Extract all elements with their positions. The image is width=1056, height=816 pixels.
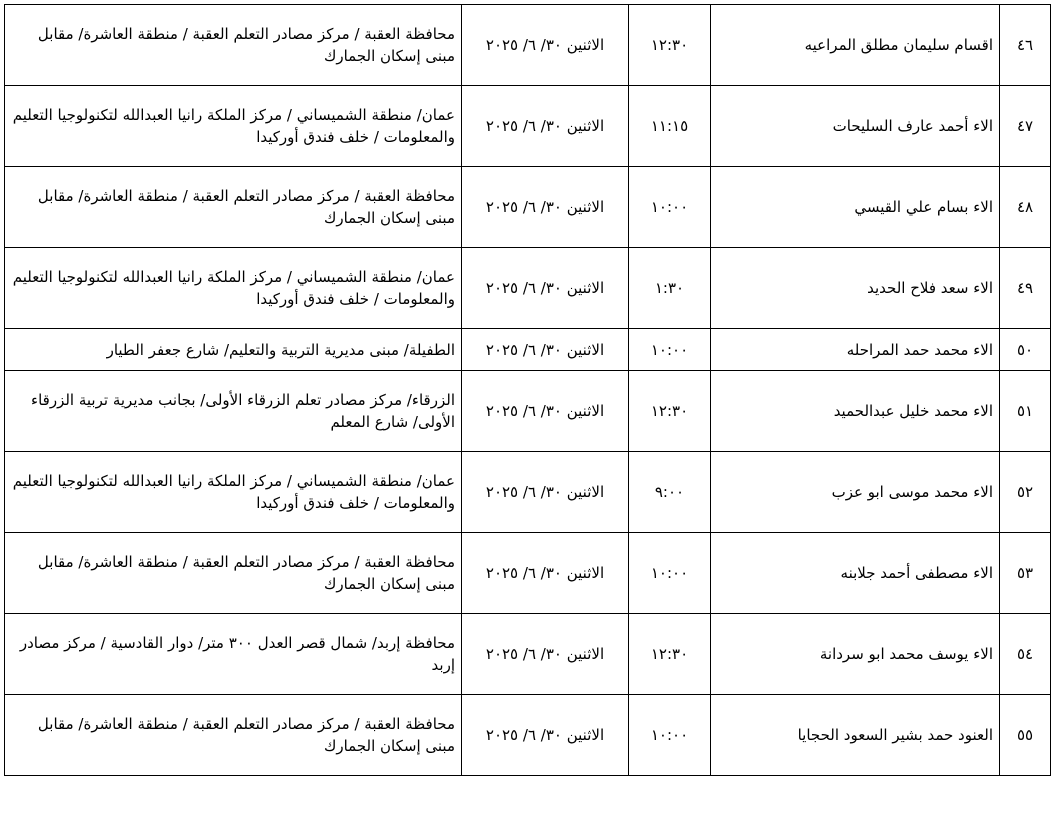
exam-time: ٩:٠٠ [629, 452, 711, 533]
exam-time: ١٠:٠٠ [629, 167, 711, 248]
exam-time: ١:٣٠ [629, 248, 711, 329]
exam-date: الاثنين ٣٠/ ٦/ ٢٠٢٥ [462, 167, 629, 248]
exam-location: عمان/ منطقة الشميساني / مركز الملكة رانيا العبدالله لتكنولوجيا التعليم والمعلومات / خلف فندق أوركيدا [5, 248, 462, 329]
candidate-name: الاء مصطفى أحمد جلابنه [711, 533, 1000, 614]
candidate-name: الاء بسام علي القيسي [711, 167, 1000, 248]
table-row [5, 248, 1051, 329]
table-row [5, 5, 1051, 86]
exam-location: الزرقاء/ مركز مصادر تعلم الزرقاء الأولى/ بجانب مديرية تربية الزرقاء الأولى/ شارع المعلم [5, 371, 462, 452]
exam-date: الاثنين ٣٠/ ٦/ ٢٠٢٥ [462, 86, 629, 167]
exam-date: الاثنين ٣٠/ ٦/ ٢٠٢٥ [462, 452, 629, 533]
exam-location: عمان/ منطقة الشميساني / مركز الملكة رانيا العبدالله لتكنولوجيا التعليم والمعلومات / خلف فندق أوركيدا [5, 86, 462, 167]
candidate-name: الاء يوسف محمد ابو سردانة [711, 614, 1000, 695]
candidate-name: اقسام سليمان مطلق المراعيه [711, 5, 1000, 86]
exam-time: ١١:١٥ [629, 86, 711, 167]
row-number: ٥٤ [1000, 614, 1051, 695]
table-row [5, 371, 1051, 452]
exam-time: ١٢:٣٠ [629, 614, 711, 695]
schedule-table [4, 4, 1051, 776]
table-row [5, 167, 1051, 248]
exam-location: محافظة العقبة / مركز مصادر التعلم العقبة / منطقة العاشرة/ مقابل مبنى إسكان الجمارك [5, 695, 462, 776]
row-number: ٥٣ [1000, 533, 1051, 614]
row-number: ٤٧ [1000, 86, 1051, 167]
table-row [5, 695, 1051, 776]
row-number: ٥٢ [1000, 452, 1051, 533]
candidate-name: الاء محمد موسى ابو عزب [711, 452, 1000, 533]
exam-location: محافظة العقبة / مركز مصادر التعلم العقبة / منطقة العاشرة/ مقابل مبنى إسكان الجمارك [5, 533, 462, 614]
candidate-name: الاء سعد فلاح الحديد [711, 248, 1000, 329]
table-row [5, 452, 1051, 533]
exam-time: ١٢:٣٠ [629, 5, 711, 86]
schedule-table-body [5, 5, 1051, 776]
row-number: ٤٨ [1000, 167, 1051, 248]
exam-date: الاثنين ٣٠/ ٦/ ٢٠٢٥ [462, 695, 629, 776]
row-number: ٥١ [1000, 371, 1051, 452]
exam-date: الاثنين ٣٠/ ٦/ ٢٠٢٥ [462, 533, 629, 614]
candidate-name: العنود حمد بشير السعود الحجايا [711, 695, 1000, 776]
exam-location: محافظة إربد/ شمال قصر العدل ٣٠٠ متر/ دوار القادسية / مركز مصادر إربد [5, 614, 462, 695]
candidate-name: الاء أحمد عارف السليحات [711, 86, 1000, 167]
row-number: ٥٥ [1000, 695, 1051, 776]
candidate-name: الاء محمد حمد المراحله [711, 329, 1000, 371]
table-row [5, 86, 1051, 167]
exam-date: الاثنين ٣٠/ ٦/ ٢٠٢٥ [462, 248, 629, 329]
exam-time: ١٢:٣٠ [629, 371, 711, 452]
table-row [5, 329, 1051, 371]
exam-location: محافظة العقبة / مركز مصادر التعلم العقبة / منطقة العاشرة/ مقابل مبنى إسكان الجمارك [5, 5, 462, 86]
exam-time: ١٠:٠٠ [629, 533, 711, 614]
row-number: ٤٩ [1000, 248, 1051, 329]
exam-date: الاثنين ٣٠/ ٦/ ٢٠٢٥ [462, 5, 629, 86]
table-row [5, 614, 1051, 695]
exam-location: عمان/ منطقة الشميساني / مركز الملكة رانيا العبدالله لتكنولوجيا التعليم والمعلومات / خلف فندق أوركيدا [5, 452, 462, 533]
exam-date: الاثنين ٣٠/ ٦/ ٢٠٢٥ [462, 329, 629, 371]
exam-location: محافظة العقبة / مركز مصادر التعلم العقبة / منطقة العاشرة/ مقابل مبنى إسكان الجمارك [5, 167, 462, 248]
row-number: ٤٦ [1000, 5, 1051, 86]
exam-time: ١٠:٠٠ [629, 329, 711, 371]
table-row [5, 533, 1051, 614]
exam-date: الاثنين ٣٠/ ٦/ ٢٠٢٥ [462, 614, 629, 695]
exam-location: الطفيلة/ مبنى مديرية التربية والتعليم/ شارع جعفر الطيار [5, 329, 462, 371]
exam-time: ١٠:٠٠ [629, 695, 711, 776]
exam-date: الاثنين ٣٠/ ٦/ ٢٠٢٥ [462, 371, 629, 452]
candidate-name: الاء محمد خليل عبدالحميد [711, 371, 1000, 452]
row-number: ٥٠ [1000, 329, 1051, 371]
